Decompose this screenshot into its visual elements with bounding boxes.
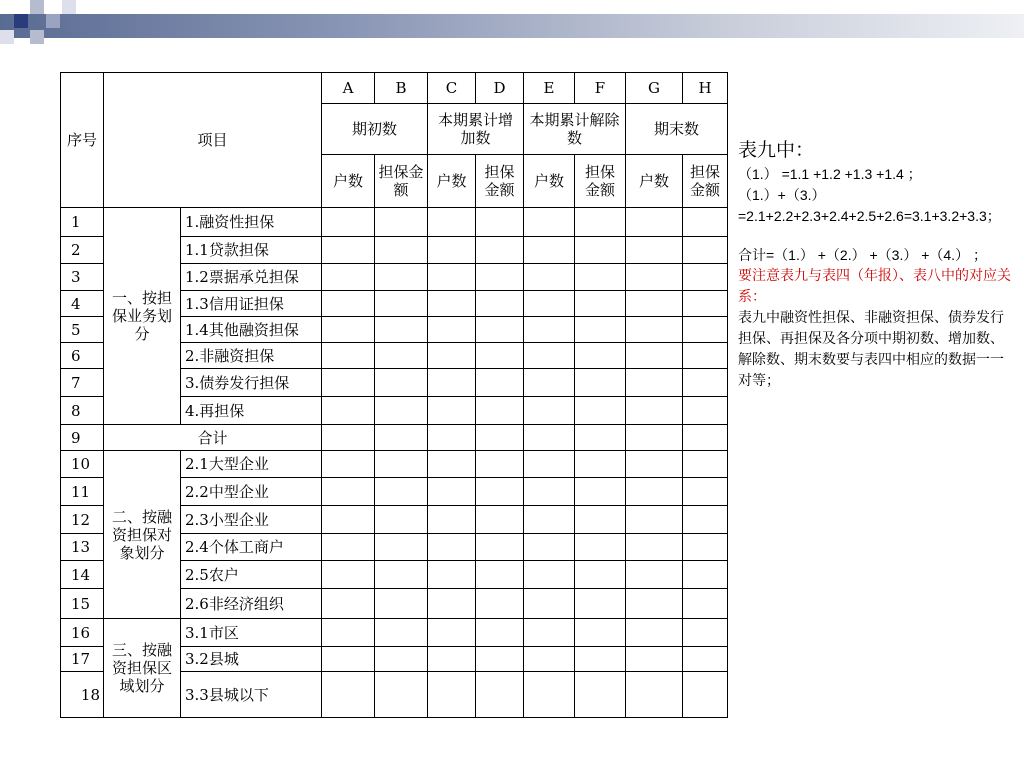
data-cell xyxy=(428,589,476,619)
data-cell xyxy=(626,647,683,672)
data-cell xyxy=(575,264,626,291)
notes-title: 表九中： xyxy=(738,139,815,161)
data-cell xyxy=(428,451,476,478)
data-cell xyxy=(322,343,375,369)
data-cell xyxy=(476,237,524,264)
data-cell xyxy=(683,343,728,369)
notes-body: 表九中融资性担保、非融资担保、债券发行担保、再担保及各分项中期初数、增加数、解除数、期末数要与表四中相应的数据一一对等； xyxy=(738,310,1004,389)
data-cell xyxy=(626,208,683,237)
data-cell xyxy=(575,534,626,561)
data-cell xyxy=(476,208,524,237)
header-letter: D xyxy=(476,73,524,104)
data-cell xyxy=(375,506,428,534)
row-number: 12 xyxy=(61,506,104,534)
data-cell xyxy=(322,672,375,718)
data-cell xyxy=(322,589,375,619)
data-cell xyxy=(476,619,524,647)
row-item-label: 4.再担保 xyxy=(181,397,322,425)
row-number: 14 xyxy=(61,561,104,589)
data-cell xyxy=(626,369,683,397)
data-cell xyxy=(575,478,626,506)
data-cell xyxy=(575,589,626,619)
data-cell xyxy=(428,647,476,672)
header-letter: H xyxy=(683,73,728,104)
decor-square xyxy=(30,30,44,44)
data-cell xyxy=(428,237,476,264)
data-cell xyxy=(322,534,375,561)
data-cell xyxy=(575,369,626,397)
data-cell xyxy=(626,672,683,718)
header-sub: 户数 xyxy=(322,155,375,208)
section-label-business: 一、按担保业务划分 xyxy=(104,208,181,425)
data-cell xyxy=(375,317,428,343)
data-cell xyxy=(524,589,575,619)
data-cell xyxy=(626,291,683,317)
data-cell xyxy=(524,343,575,369)
header-letter: G xyxy=(626,73,683,104)
data-cell xyxy=(476,343,524,369)
data-cell xyxy=(575,343,626,369)
header-sub: 担保金额 xyxy=(683,155,728,208)
notes-formula-1: （1.） =1.1 +1.2 +1.3 +1.4 ； xyxy=(738,166,922,182)
data-cell xyxy=(524,478,575,506)
header-letter: C xyxy=(428,73,476,104)
data-cell xyxy=(524,264,575,291)
row-number: 2 xyxy=(61,237,104,264)
data-cell xyxy=(375,589,428,619)
data-cell xyxy=(428,619,476,647)
notes-warning: 要注意表九与表四（年报）、表八中的对应关系： xyxy=(738,268,1011,305)
row-number: 13 xyxy=(61,534,104,561)
row-item-label: 1.1贷款担保 xyxy=(181,237,322,264)
row-item-label: 3.债券发行担保 xyxy=(181,369,322,397)
data-cell xyxy=(322,369,375,397)
data-cell xyxy=(524,451,575,478)
data-cell xyxy=(683,561,728,589)
data-cell xyxy=(524,647,575,672)
header-item: 项目 xyxy=(104,73,322,208)
data-cell xyxy=(683,369,728,397)
data-cell xyxy=(375,425,428,451)
data-cell xyxy=(375,397,428,425)
row-number: 9 xyxy=(61,425,104,451)
data-cell xyxy=(476,672,524,718)
data-cell xyxy=(575,451,626,478)
data-cell xyxy=(322,264,375,291)
data-cell xyxy=(476,317,524,343)
row-item-label: 1.融资性担保 xyxy=(181,208,322,237)
row-item-label: 1.2票据承兑担保 xyxy=(181,264,322,291)
data-cell xyxy=(375,264,428,291)
row-number: 17 xyxy=(61,647,104,672)
data-cell xyxy=(683,506,728,534)
notes-formula-2: （1.）+（3.） xyxy=(738,187,826,203)
data-cell xyxy=(428,534,476,561)
data-cell xyxy=(683,589,728,619)
data-cell xyxy=(375,672,428,718)
data-cell xyxy=(626,589,683,619)
data-cell xyxy=(375,369,428,397)
row-item-label: 1.4其他融资担保 xyxy=(181,317,322,343)
data-cell xyxy=(575,506,626,534)
data-cell xyxy=(428,369,476,397)
row-number: 8 xyxy=(61,397,104,425)
section-label-region: 三、按融资担保区域划分 xyxy=(104,619,181,718)
row-item-label: 3.2县城 xyxy=(181,647,322,672)
header-group-release: 本期累计解除数 xyxy=(524,104,626,155)
data-cell xyxy=(626,506,683,534)
data-cell xyxy=(626,317,683,343)
data-cell xyxy=(683,208,728,237)
row-number: 10 xyxy=(61,451,104,478)
row-item-label: 2.1大型企业 xyxy=(181,451,322,478)
data-cell xyxy=(524,425,575,451)
data-cell xyxy=(626,534,683,561)
header-sub: 担保金额 xyxy=(575,155,626,208)
data-cell xyxy=(524,237,575,264)
data-cell xyxy=(626,619,683,647)
data-cell xyxy=(575,237,626,264)
data-cell xyxy=(322,208,375,237)
data-cell xyxy=(428,478,476,506)
data-cell xyxy=(476,264,524,291)
row-item-label: 2.4个体工商户 xyxy=(181,534,322,561)
row-number: 6 xyxy=(61,343,104,369)
decor-square xyxy=(14,14,28,28)
header-gradient-bar xyxy=(0,14,1024,38)
data-cell xyxy=(476,647,524,672)
data-cell xyxy=(375,478,428,506)
header-sub: 担保金额 xyxy=(476,155,524,208)
notes-total-formula: 合计=（1.） +（2.） +（3.） +（4.） ； xyxy=(738,247,987,263)
data-cell xyxy=(476,425,524,451)
data-cell xyxy=(322,506,375,534)
data-cell xyxy=(428,425,476,451)
data-cell xyxy=(476,478,524,506)
data-cell xyxy=(683,397,728,425)
row-item-label: 2.3小型企业 xyxy=(181,506,322,534)
row-number: 7 xyxy=(61,369,104,397)
decor-square xyxy=(62,0,76,14)
data-cell xyxy=(428,317,476,343)
data-cell xyxy=(683,237,728,264)
data-cell xyxy=(428,397,476,425)
header-sub: 户数 xyxy=(428,155,476,208)
data-cell xyxy=(322,237,375,264)
data-cell xyxy=(626,237,683,264)
data-cell xyxy=(683,672,728,718)
data-cell xyxy=(476,561,524,589)
data-cell xyxy=(626,451,683,478)
data-cell xyxy=(322,397,375,425)
data-cell xyxy=(476,589,524,619)
notes-formula-3: =2.1+2.2+2.3+2.4+2.5+2.6=3.1+3.2+3.3； xyxy=(738,208,1001,224)
header-letter: B xyxy=(375,73,428,104)
header-letter: E xyxy=(524,73,575,104)
header-sub: 担保金额 xyxy=(375,155,428,208)
row-item-label: 2.6非经济组织 xyxy=(181,589,322,619)
header-seq: 序号 xyxy=(61,73,104,208)
data-cell xyxy=(322,317,375,343)
data-cell xyxy=(575,647,626,672)
header-group-opening: 期初数 xyxy=(322,104,428,155)
data-cell xyxy=(524,561,575,589)
data-cell xyxy=(375,647,428,672)
decor-square xyxy=(0,30,14,44)
row-item-label: 2.5农户 xyxy=(181,561,322,589)
data-cell xyxy=(626,561,683,589)
data-cell xyxy=(476,534,524,561)
data-cell xyxy=(476,506,524,534)
data-cell xyxy=(683,451,728,478)
row-number: 18 xyxy=(61,672,104,718)
data-cell xyxy=(524,208,575,237)
notes-panel xyxy=(738,136,1016,392)
row-item-label: 2.非融资担保 xyxy=(181,343,322,369)
data-cell xyxy=(524,317,575,343)
data-cell xyxy=(683,647,728,672)
data-cell xyxy=(322,425,375,451)
data-cell xyxy=(524,506,575,534)
row-item-label: 3.3县城以下 xyxy=(181,672,322,718)
data-cell xyxy=(683,534,728,561)
data-cell xyxy=(626,397,683,425)
data-cell xyxy=(428,343,476,369)
row-number: 15 xyxy=(61,589,104,619)
data-cell xyxy=(575,561,626,589)
header-letter: F xyxy=(575,73,626,104)
row-item-label: 3.1市区 xyxy=(181,619,322,647)
data-cell xyxy=(626,264,683,291)
data-cell xyxy=(322,647,375,672)
header-sub: 户数 xyxy=(626,155,683,208)
data-cell xyxy=(476,451,524,478)
row-number: 11 xyxy=(61,478,104,506)
data-cell xyxy=(626,343,683,369)
data-cell xyxy=(683,425,728,451)
data-cell xyxy=(575,208,626,237)
header-group-closing: 期末数 xyxy=(626,104,728,155)
data-cell xyxy=(428,208,476,237)
data-cell xyxy=(428,291,476,317)
data-cell xyxy=(575,425,626,451)
guarantee-table xyxy=(60,72,728,718)
data-cell xyxy=(524,397,575,425)
header-sub: 户数 xyxy=(524,155,575,208)
data-cell xyxy=(375,619,428,647)
data-cell xyxy=(524,534,575,561)
row-number: 1 xyxy=(61,208,104,237)
data-cell xyxy=(575,672,626,718)
data-cell xyxy=(575,291,626,317)
data-cell xyxy=(626,425,683,451)
row-item-label: 合计 xyxy=(104,425,322,451)
data-cell xyxy=(375,451,428,478)
data-cell xyxy=(428,506,476,534)
data-cell xyxy=(375,534,428,561)
section-label-object: 二、按融资担保对象划分 xyxy=(104,451,181,619)
data-cell xyxy=(683,317,728,343)
data-cell xyxy=(375,237,428,264)
data-cell xyxy=(375,291,428,317)
data-cell xyxy=(322,451,375,478)
data-cell xyxy=(476,369,524,397)
data-cell xyxy=(683,291,728,317)
row-number: 5 xyxy=(61,317,104,343)
header-group-increase: 本期累计增加数 xyxy=(428,104,524,155)
data-cell xyxy=(575,317,626,343)
data-cell xyxy=(575,397,626,425)
data-cell xyxy=(524,291,575,317)
data-cell xyxy=(524,619,575,647)
data-cell xyxy=(322,561,375,589)
decor-square xyxy=(46,14,60,28)
data-cell xyxy=(428,561,476,589)
data-cell xyxy=(375,561,428,589)
data-cell xyxy=(322,478,375,506)
row-number: 16 xyxy=(61,619,104,647)
data-cell xyxy=(626,478,683,506)
data-cell xyxy=(476,291,524,317)
data-cell xyxy=(524,672,575,718)
data-cell xyxy=(575,619,626,647)
data-cell xyxy=(476,397,524,425)
header-letter: A xyxy=(322,73,375,104)
row-item-label: 2.2中型企业 xyxy=(181,478,322,506)
data-cell xyxy=(322,619,375,647)
row-item-label: 1.3信用证担保 xyxy=(181,291,322,317)
data-cell xyxy=(524,369,575,397)
data-cell xyxy=(428,264,476,291)
decor-square xyxy=(30,0,44,14)
data-cell xyxy=(683,478,728,506)
data-cell xyxy=(322,291,375,317)
row-number: 3 xyxy=(61,264,104,291)
row-number: 4 xyxy=(61,291,104,317)
data-cell xyxy=(375,343,428,369)
data-cell xyxy=(683,619,728,647)
data-cell xyxy=(428,672,476,718)
data-cell xyxy=(375,208,428,237)
data-cell xyxy=(683,264,728,291)
